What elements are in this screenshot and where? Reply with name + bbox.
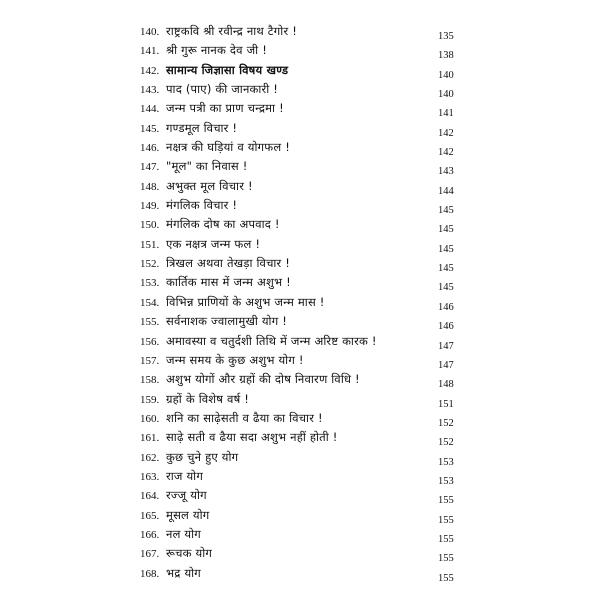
entry-page-number: 143 bbox=[438, 166, 454, 178]
toc-entry bbox=[140, 332, 470, 351]
entry-page-number: 155 bbox=[438, 533, 454, 545]
entry-title: रज्जू योग bbox=[166, 488, 207, 503]
entry-page-number: 140 bbox=[438, 69, 454, 81]
entry-page-number: 138 bbox=[438, 50, 454, 62]
toc-entry bbox=[140, 467, 470, 486]
toc-entry bbox=[140, 428, 470, 447]
entry-title: कार्तिक मास में जन्म अशुभ ! bbox=[166, 275, 291, 290]
entry-number: 143. bbox=[140, 84, 160, 97]
entry-page-number: 153 bbox=[438, 456, 454, 468]
toc-entry bbox=[140, 312, 470, 331]
toc-entry bbox=[140, 99, 470, 118]
toc-entry bbox=[140, 41, 470, 60]
toc-entry bbox=[140, 544, 470, 563]
entry-page-number: 155 bbox=[438, 495, 454, 507]
entry-page-number: 145 bbox=[438, 243, 454, 255]
toc-entry bbox=[140, 351, 470, 370]
entry-number: 158. bbox=[140, 374, 160, 387]
entry-number: 151. bbox=[140, 238, 160, 251]
entry-title: मूसल योग bbox=[166, 507, 210, 522]
entry-title: त्रिखल अथवा तेखड़ा विचार ! bbox=[166, 256, 291, 271]
entry-number: 168. bbox=[140, 567, 160, 580]
entry-title: अमावस्या व चतुर्दशी तिथि में जन्म अरिष्ट कारक ! bbox=[166, 333, 377, 348]
entry-page-number: 155 bbox=[438, 514, 454, 526]
entry-page-number: 153 bbox=[438, 475, 454, 487]
entry-title: रूचक योग bbox=[166, 546, 213, 561]
entry-page-number: 142 bbox=[438, 147, 454, 159]
entry-title: नल योग bbox=[166, 526, 201, 541]
entry-title: साढ़े सती व ढैया सदा अशुभ नहीं होती ! bbox=[166, 430, 338, 445]
entry-number: 162. bbox=[140, 451, 160, 464]
entry-title: पाद (पाए) की जानकारी ! bbox=[166, 82, 279, 97]
entry-page-number: 148 bbox=[438, 379, 454, 391]
entry-page-number: 145 bbox=[438, 263, 454, 275]
entry-title: गण्डमूल विचार ! bbox=[166, 120, 238, 135]
entry-number: 150. bbox=[140, 219, 160, 232]
entry-page-number: 155 bbox=[438, 572, 454, 584]
entry-number: 167. bbox=[140, 548, 160, 561]
entry-number: 145. bbox=[140, 122, 160, 135]
toc-entry bbox=[140, 390, 470, 409]
entry-page-number: 152 bbox=[438, 417, 454, 429]
entry-number: 164. bbox=[140, 490, 160, 503]
toc-entry bbox=[140, 22, 470, 41]
entry-page-number: 151 bbox=[438, 398, 454, 410]
entry-page-number: 152 bbox=[438, 437, 454, 449]
entry-page-number: 144 bbox=[438, 185, 454, 197]
entry-number: 161. bbox=[140, 432, 160, 445]
toc-entry bbox=[140, 215, 470, 234]
entry-page-number: 145 bbox=[438, 205, 454, 217]
entry-title: "मूल" का निवास ! bbox=[166, 159, 248, 174]
entry-page-number: 141 bbox=[438, 108, 454, 120]
entry-number: 159. bbox=[140, 393, 160, 406]
entry-title: अशुभ योगों और ग्रहों की दोष निवारण विधि ! bbox=[166, 372, 360, 387]
entry-title: अभुक्त मूल विचार ! bbox=[166, 178, 253, 193]
entry-page-number: 146 bbox=[438, 301, 454, 313]
entry-number: 153. bbox=[140, 277, 160, 290]
entry-number: 147. bbox=[140, 161, 160, 174]
entry-title: भद्र योग bbox=[166, 565, 201, 580]
entry-number: 142. bbox=[140, 64, 160, 77]
toc-entry bbox=[140, 506, 470, 525]
entry-page-number: 142 bbox=[438, 127, 454, 139]
entry-page-number: 146 bbox=[438, 321, 454, 333]
entry-title: एक नक्षत्र जन्म फल ! bbox=[166, 236, 261, 251]
toc-entry bbox=[140, 80, 470, 99]
entry-page-number: 140 bbox=[438, 89, 454, 101]
entry-title: जन्म पत्री का प्राण चन्द्रमा ! bbox=[166, 101, 284, 116]
entry-number: 156. bbox=[140, 335, 160, 348]
entry-number: 146. bbox=[140, 142, 160, 155]
toc-entry bbox=[140, 293, 470, 312]
toc-entry bbox=[140, 525, 470, 544]
toc-entry bbox=[140, 138, 470, 157]
toc-entry bbox=[140, 448, 470, 467]
entry-page-number: 147 bbox=[438, 359, 454, 371]
entry-title: श्री गुरू नानक देव जी ! bbox=[166, 43, 268, 58]
entry-title: सर्वनाशक ज्वालामुखी योग ! bbox=[166, 314, 288, 329]
entry-page-number: 147 bbox=[438, 340, 454, 352]
entry-page-number: 145 bbox=[438, 224, 454, 236]
entry-title: नक्षत्र की घड़ियां व योगफल ! bbox=[166, 140, 291, 155]
entry-number: 141. bbox=[140, 45, 160, 58]
entry-number: 163. bbox=[140, 470, 160, 483]
entry-number: 144. bbox=[140, 103, 160, 116]
entry-number: 149. bbox=[140, 200, 160, 213]
toc-entry bbox=[140, 119, 470, 138]
toc-entry bbox=[140, 254, 470, 273]
entry-title: राज योग bbox=[166, 468, 203, 483]
toc-entry bbox=[140, 409, 470, 428]
toc-entry bbox=[140, 196, 470, 215]
entry-title: कुछ चुने हुए योग bbox=[166, 449, 239, 464]
toc-entry bbox=[140, 370, 470, 389]
entry-title: मंगलिक विचार ! bbox=[166, 198, 238, 213]
entry-number: 154. bbox=[140, 296, 160, 309]
toc-entry bbox=[140, 177, 470, 196]
entry-number: 157. bbox=[140, 354, 160, 367]
entry-title: सामान्य जिज्ञासा विषय खण्ड bbox=[166, 62, 289, 77]
toc-entry bbox=[140, 157, 470, 176]
toc-entry bbox=[140, 273, 470, 292]
entry-number: 148. bbox=[140, 180, 160, 193]
entry-page-number: 135 bbox=[438, 31, 454, 42]
entry-number: 165. bbox=[140, 509, 160, 522]
toc-entry bbox=[140, 61, 470, 80]
entry-number: 140. bbox=[140, 26, 160, 38]
entry-title: विभिन्न प्राणियों के अशुभ जन्म मास ! bbox=[166, 294, 325, 309]
entry-number: 160. bbox=[140, 412, 160, 425]
toc-entry bbox=[140, 486, 470, 505]
entry-page-number: 145 bbox=[438, 282, 454, 294]
toc-entry bbox=[140, 564, 470, 583]
entry-number: 166. bbox=[140, 528, 160, 541]
entry-number: 152. bbox=[140, 258, 160, 271]
entry-title: मंगलिक दोष का अपवाद ! bbox=[166, 217, 280, 232]
entry-title: ग्रहों के विशेष वर्ष ! bbox=[166, 391, 250, 406]
table-of-contents bbox=[140, 22, 470, 583]
entry-number: 155. bbox=[140, 316, 160, 329]
entry-page-number: 155 bbox=[438, 553, 454, 565]
entry-title: शनि का साढ़ेसती व ढैया का विचार ! bbox=[166, 410, 323, 425]
toc-entry bbox=[140, 235, 470, 254]
entry-title: राष्ट्रकवि श्री रवीन्द्र नाथ टैगोर ! bbox=[166, 24, 298, 38]
entry-title: जन्म समय के कुछ अशुभ योग ! bbox=[166, 352, 304, 367]
